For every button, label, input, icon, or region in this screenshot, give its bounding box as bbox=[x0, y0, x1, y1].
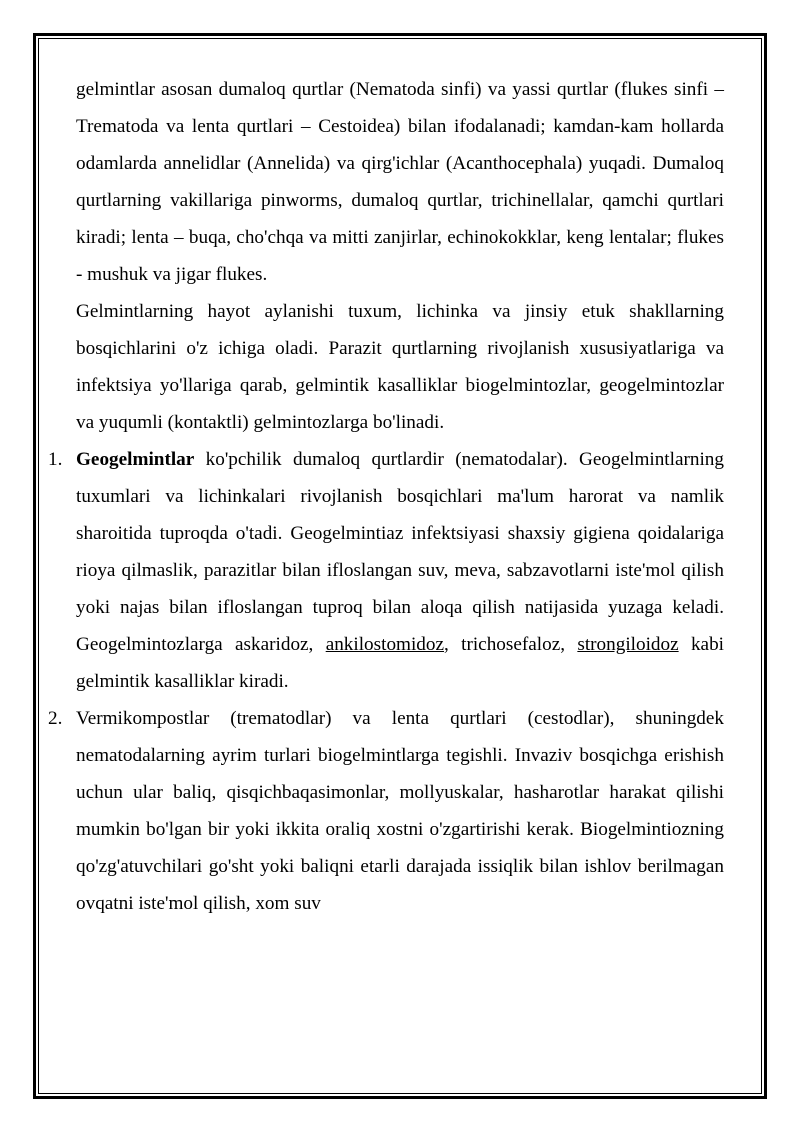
list-number: 2. bbox=[48, 708, 63, 729]
list-text: Vermikompostlar (trematodlar) va lenta qurtlari (cestodlar), shuningdek nematodalarning ayrim turlari biogelmintlarga tegishli. Invaziv bosqichga erishish uchun ular baliq, qisqichbaqasimonlar, mollyuskalar, hasharotlar harakat qilishi mumkin bo'lgan bir yoki ikkita oraliq xostni o'zgartirishi kerak. Biogelmintiozning qo'zg'atuvchilari go'sht yoki baliqni etarli darajada issiqlik bilan ishlov berilmagan ovqatni iste'mol qilish, xom suv bbox=[76, 708, 724, 914]
link-strongiloidoz[interactable]: strongiloidoz bbox=[577, 634, 679, 655]
link-ankilostomidoz[interactable]: ankilostomidoz bbox=[325, 634, 444, 655]
term-geohelminths: Geogelmintlar bbox=[76, 449, 195, 470]
paragraph-life-cycle: Gelmintlarning hayot aylanishi tuxum, lichinka va jinsiy etuk shakllarning bosqichlarini o'z ichiga oladi. Parazit qurtlarning rivojlanish xususiyatlariga va infektsiya yo'llariga qarab, gelmintik kasalliklar biogelmintozlar, geogelmintozlar va yuqumli (kontaktli) gelmintozlarga bo'linadi. bbox=[76, 301, 724, 433]
list-item-geohelminths bbox=[48, 441, 724, 700]
helminth-groups-list bbox=[48, 441, 724, 922]
list-text: kabi gelmintik kasalliklar kiradi. bbox=[76, 634, 724, 692]
paragraph-helminth-classes: gelmintlar asosan dumaloq qurtlar (Nematoda sinfi) va yassi qurtlar (flukes sinfi – Trematoda va lenta qurtlari – Cestoidea) bilan ifodalanadi; kamdan-kam hollarda odamlarda annelidlar (Annelida) va qirg'ichlar (Acanthocephala) yuqadi. Dumaloq qurtlarning vakillariga pinworms, dumaloq qurtlar, trichinellalar, qamchi qurtlari kiradi; lenta – buqa, cho'chqa va mitti zanjirlar, echinokokklar, keng lentalar; flukes - mushuk va jigar flukes. bbox=[76, 79, 724, 285]
list-number: 1. bbox=[48, 449, 63, 470]
document-body bbox=[48, 71, 724, 922]
list-text: ko'pchilik dumaloq qurtlardir (nematodalar). Geogelmintlarning tuxumlari va lichinkalari rivojlanish bosqichlari ma'lum harorat va namlik sharoitida tuproqda o'tadi. Geogelmintiaz infektsiyasi shaxsiy gigiena qoidalariga rioya qilmaslik, parazitlar bilan ifloslangan suv, meva, sabzavotlarni iste'mol qilish yoki najas bilan ifloslangan tuproq bilan aloqa qilish natijasida yuzaga keladi. Geogelmintozlarga askaridoz, bbox=[76, 449, 724, 655]
list-text: , trichosefaloz, bbox=[444, 634, 578, 655]
list-item-biohelminths bbox=[48, 700, 724, 922]
